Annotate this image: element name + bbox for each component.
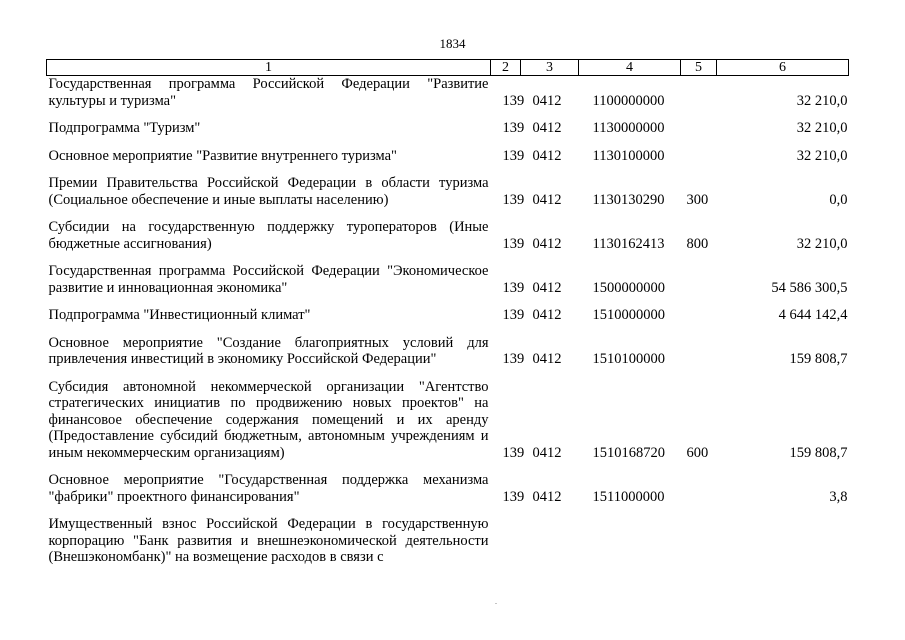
target-article-code: 1130100000 (592, 147, 665, 164)
amount: 4 644 142,4 (778, 307, 848, 323)
ministry-code: 139 (502, 444, 525, 461)
section-code: 0412 (532, 191, 562, 208)
amount: 32 210,0 (796, 120, 848, 136)
target-article-code: 1510168720 (592, 444, 665, 461)
target-article-code (579, 511, 681, 572)
expense-type-code: 600 (686, 444, 709, 461)
expense-type-code (681, 330, 717, 374)
amount: 159 808,7 (789, 444, 848, 461)
amount: 0,0 (829, 191, 848, 208)
table-row (47, 214, 849, 258)
column-header: 4 (579, 60, 681, 76)
ministry-code: 139 (502, 307, 525, 323)
target-article-code: 1510000000 (592, 307, 665, 323)
ministry-code: 139 (502, 191, 525, 208)
budget-table (46, 59, 849, 572)
item-name: Подпрограмма "Туризм" (48, 120, 201, 136)
table-header-row (47, 60, 849, 76)
amount: 54 586 300,5 (771, 279, 848, 296)
expense-type-code (681, 302, 717, 330)
amount: 32 210,0 (796, 92, 848, 109)
ministry-code: 139 (502, 235, 525, 252)
table-row (47, 330, 849, 374)
column-header: 5 (681, 60, 717, 76)
expense-type-code (681, 467, 717, 511)
section-code: 0412 (532, 235, 562, 252)
item-name: Государственная программа Российской Федерации "Развитие культуры и туризма" (48, 76, 489, 109)
table-row (47, 467, 849, 511)
expense-type-code (681, 143, 717, 171)
amount: 159 808,7 (789, 351, 848, 367)
section-code (521, 511, 579, 572)
table-row (47, 170, 849, 214)
amount: 32 210,0 (796, 147, 848, 164)
expense-type-code: 300 (686, 191, 709, 208)
target-article-code: 1130000000 (592, 120, 665, 136)
column-header: 3 (521, 60, 579, 76)
section-code: 0412 (532, 279, 562, 296)
page-number: 1834 (439, 36, 466, 51)
table-row (47, 374, 849, 468)
section-code: 0412 (532, 147, 562, 164)
section-code: 0412 (532, 307, 562, 323)
section-code: 0412 (532, 444, 562, 461)
expense-type-code: 800 (686, 235, 709, 252)
target-article-code: 1100000000 (592, 92, 665, 109)
column-header: 6 (717, 60, 849, 76)
section-code: 0412 (532, 488, 562, 505)
item-name: Основное мероприятие "Государственная поддержка механизма "фабрики" проектного финансирования" (48, 472, 489, 505)
table-row (47, 143, 849, 171)
item-name: Имущественный взнос Российской Федерации в государственную корпорацию "Банк развития и внешнеэкономической деятельности (Внешэкономбанк)" на возмещение расходов в связи с (48, 516, 489, 565)
target-article-code: 1510100000 (592, 351, 665, 367)
ministry-code: 139 (502, 279, 525, 296)
item-name: Субсидия автономной некоммерческой организации "Агентство стратегических инициатив по продвижению новых проектов" на финансовое обеспечение содержания помещений и их аренду (Предоставление субсидий бюджетным, автономным учреждениям и иным некоммерческим организациям) (48, 378, 489, 461)
target-article-code: 1130162413 (592, 235, 665, 252)
item-name: Премии Правительства Российской Федерации в области туризма (Социальное обеспечение и иные выплаты населению) (48, 175, 489, 208)
ministry-code: 139 (502, 92, 525, 109)
target-article-code: 1511000000 (592, 488, 665, 505)
item-name: Основное мероприятие "Создание благоприятных условий для привлечения инвестиций в экономику Российской Федерации" (48, 334, 489, 367)
table-row (47, 302, 849, 330)
target-article-code: 1500000000 (592, 279, 665, 296)
expense-type-code (681, 258, 717, 302)
column-header: 2 (491, 60, 521, 76)
amount: 3,8 (829, 488, 848, 505)
table-row (47, 258, 849, 302)
column-header: 1 (47, 60, 491, 76)
item-name: Государственная программа Российской Федерации "Экономическое развитие и инновационная экономика" (48, 263, 489, 296)
scan-speck: . (495, 597, 497, 606)
section-code: 0412 (532, 92, 562, 109)
table-row (47, 511, 849, 572)
item-name: Субсидии на государственную поддержку туроператоров (Иные бюджетные ассигнования) (48, 219, 489, 252)
ministry-code: 139 (502, 488, 525, 505)
ministry-code: 139 (502, 120, 525, 136)
section-code: 0412 (532, 120, 562, 136)
amount (717, 511, 849, 572)
item-name: Подпрограмма "Инвестиционный климат" (48, 307, 311, 323)
section-code: 0412 (532, 351, 562, 367)
ministry-code: 139 (502, 147, 525, 164)
amount: 32 210,0 (796, 235, 848, 252)
ministry-code (491, 511, 521, 572)
expense-type-code (681, 76, 717, 116)
item-name: Основное мероприятие "Развитие внутреннего туризма" (48, 147, 397, 164)
table-row (47, 115, 849, 143)
ministry-code: 139 (502, 351, 525, 367)
expense-type-code (681, 511, 717, 572)
expense-type-code (681, 115, 717, 143)
table-row (47, 76, 849, 116)
target-article-code: 1130130290 (592, 191, 665, 208)
